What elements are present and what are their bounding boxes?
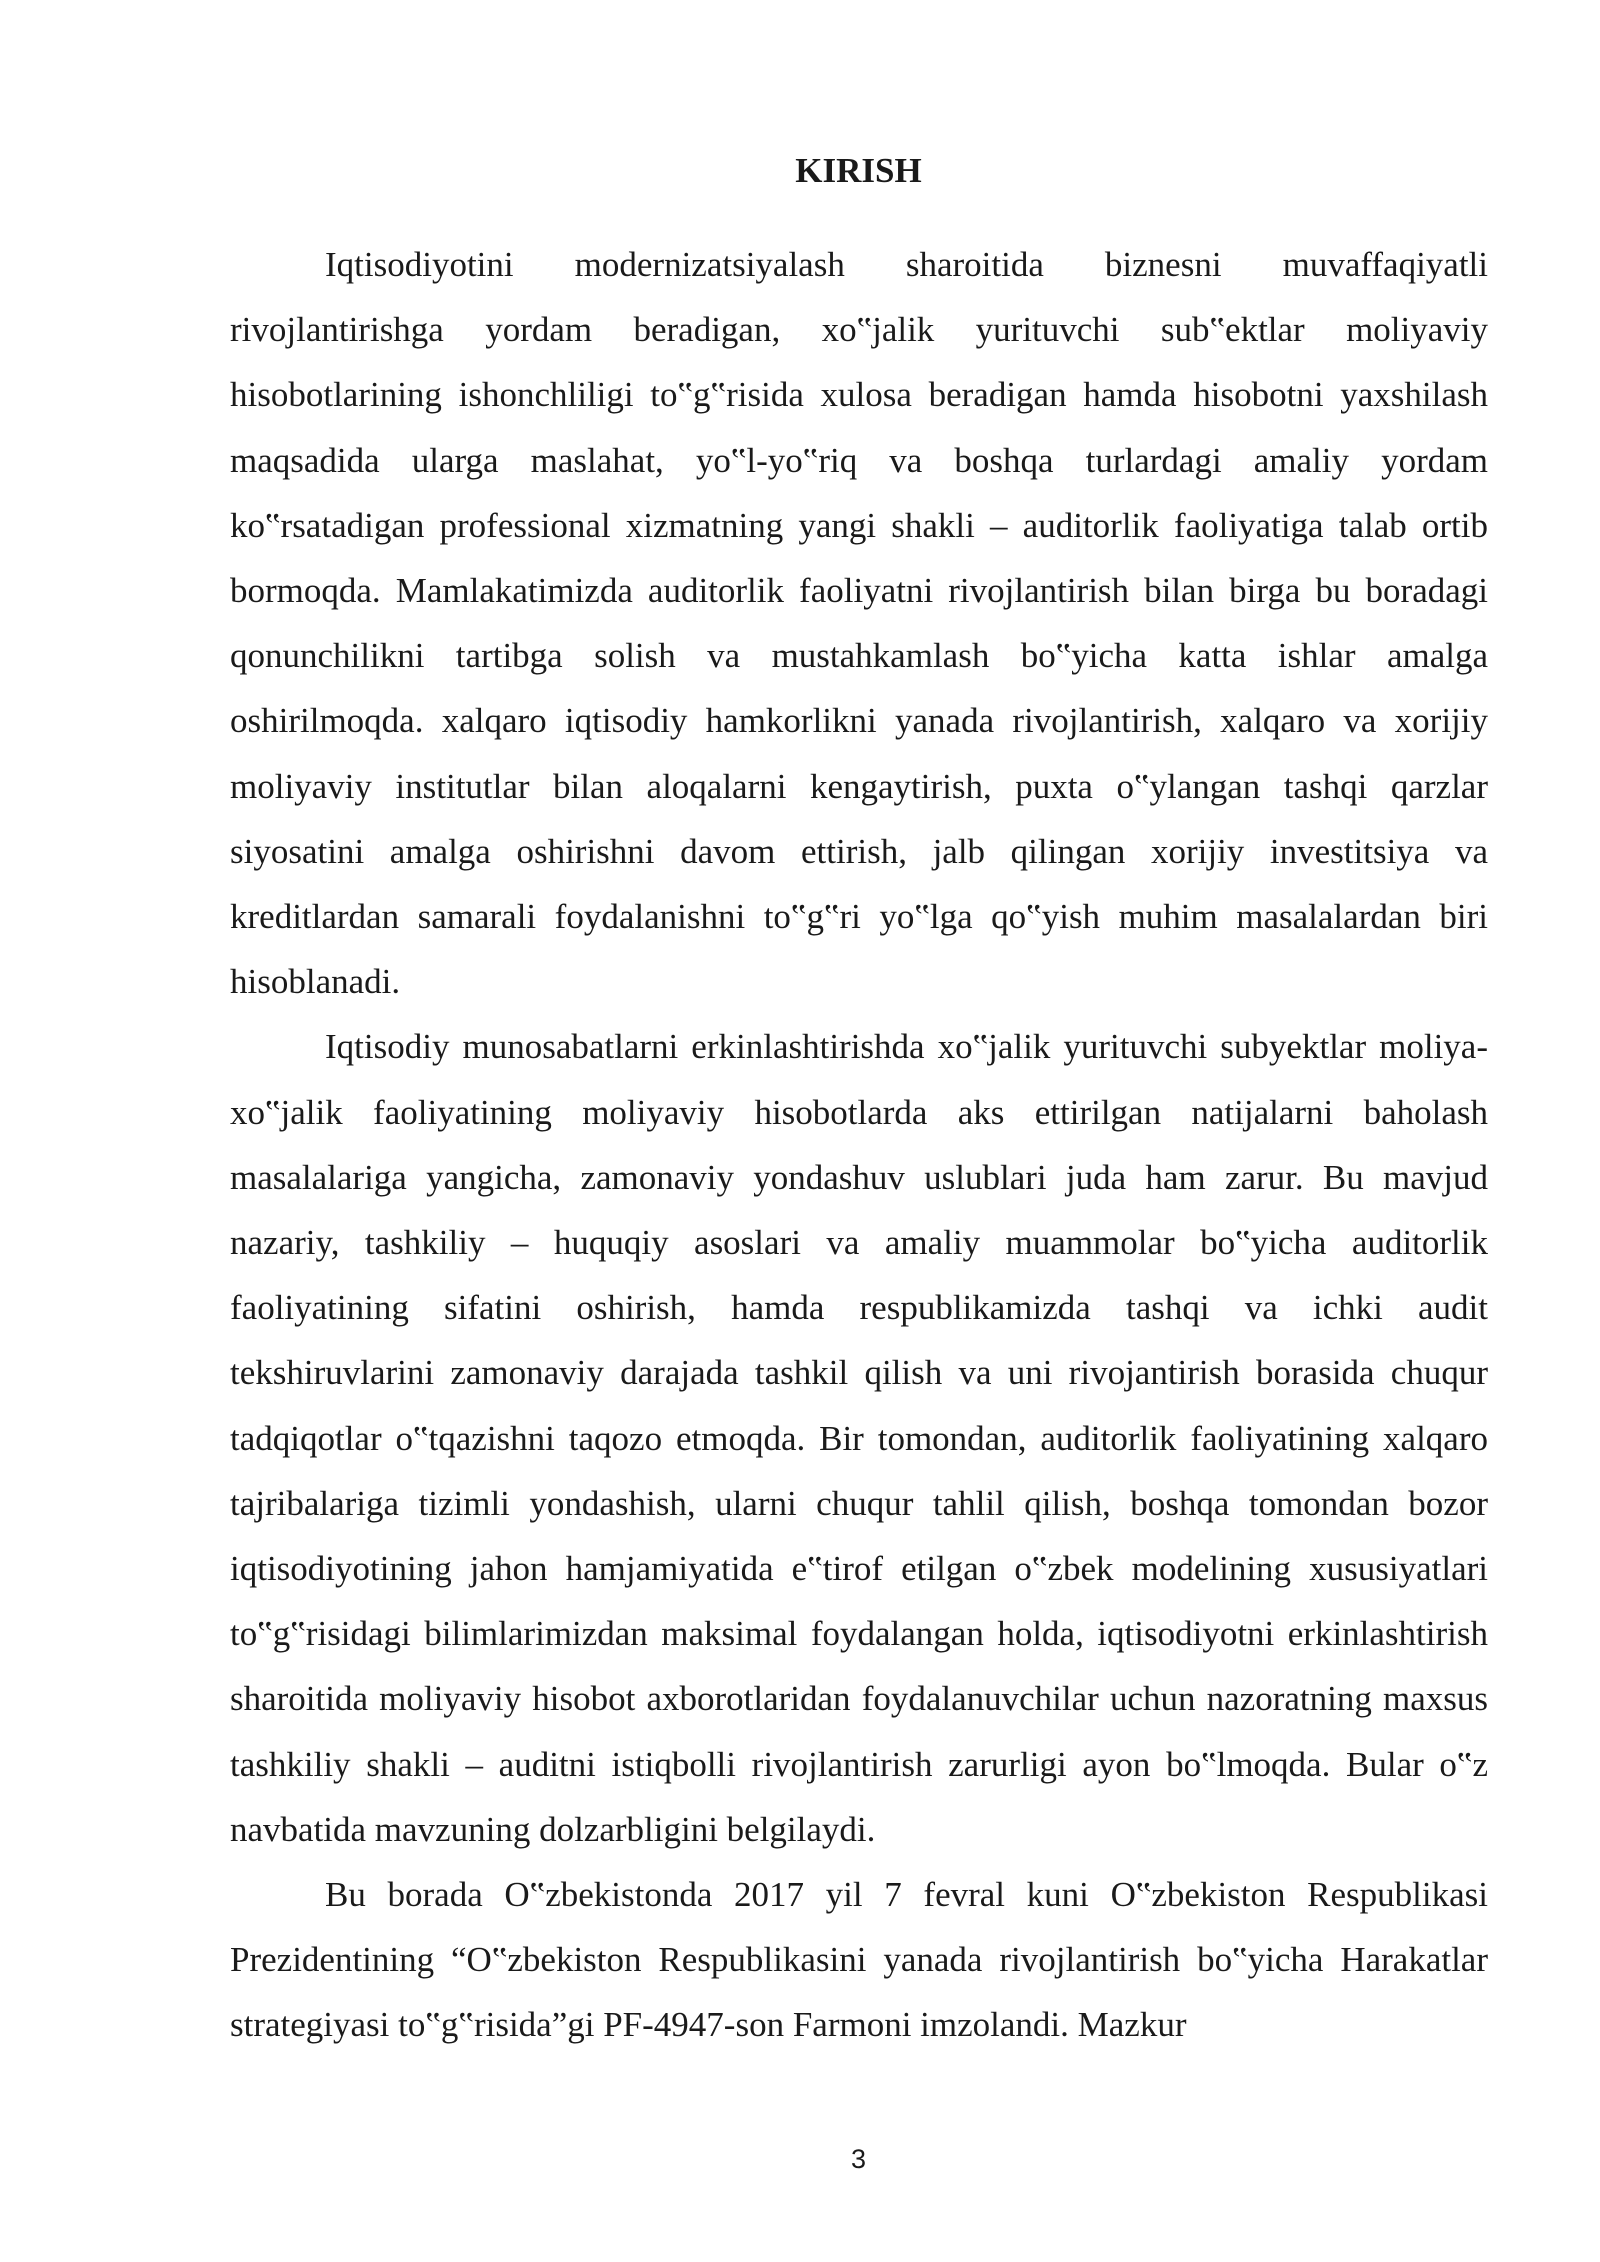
page-number: 3 [850,2144,867,2174]
paragraph-3: Bu borada O‟zbekistonda 2017 yil 7 fevral kuni O‟zbekiston Respublikasi Prezidentining “O‟zbekiston Respublikasini yanada rivojlantirish bo‟yicha Harakatlar strategiyasi to‟g‟risida”gi PF-4947-son Farmoni imzolandi. Mazkur [230,1875,1488,2045]
paragraph-1: Iqtisodiyotini modernizatsiyalash sharoitida biznesni muvaffaqiyatli rivojlantirishga yordam beradigan, xo‟jalik yurituvchi sub‟ektlar moliyaviy hisobotlarining ishonchliligi to‟g‟risida xulosa beradigan hamda hisobotni yaxshilash maqsadida ularga maslahat, yo‟l-yo‟riq va boshqa turlardagi amaliy yordam ko‟rsatadigan professional xizmatning yangi shakli – auditorlik faoliyatiga talab ortib bormoqda. Mamlakatimizda auditorlik faoliyatni rivojlantirish bilan birga bu boradagi qonunchilikni tartibga solish va mustahkamlash bo‟yicha katta ishlar amalga oshirilmoqda. xalqaro iqtisodiy hamkorlikni yanada rivojlantirish, xalqaro va xorijiy moliyaviy institutlar bilan aloqalarni kengaytirish, puxta o‟ylangan tashqi qarzlar siyosatini amalga oshirishni davom ettirish, jalb qilingan xorijiy investitsiya va kreditlardan samarali foydalanishni to‟g‟ri yo‟lga qo‟yish muhim masalalardan biri hisoblanadi. [230,245,1488,1002]
section-heading: KIRISH [795,151,922,190]
body-text [230,232,1488,2058]
paragraph-2: Iqtisodiy munosabatlarni erkinlashtirishda xo‟jalik yurituvchi subyektlar moliya-xo‟jalik faoliyatining moliyaviy hisobotlarda aks ettirilgan natijalarni baholash masalalariga yangicha, zamonaviy yondashuv uslublari juda ham zarur. Bu mavjud nazariy, tashkiliy – huquqiy asoslari va amaliy muammolar bo‟yicha auditorlik faoliyatining sifatini oshirish, hamda respublikamizda tashqi va ichki audit tekshiruvlarini zamonaviy darajada tashkil qilish va uni rivojantirish borasida chuqur tadqiqotlar o‟tqazishni taqozo etmoqda. Bir tomondan, auditorlik faoliyatining xalqaro tajribalariga tizimli yondashish, ularni chuqur tahlil qilish, boshqa tomondan bozor iqtisodiyotining jahon hamjamiyatida e‟tirof etilgan o‟zbek modelining xususiyatlari to‟g‟risidagi bilimlarimizdan maksimal foydalangan holda, iqtisodiyotni erkinlashtirish sharoitida moliyaviy hisobot axborotlaridan foydalanuvchilar uchun nazoratning maxsus tashkiliy shakli – auditni istiqbolli rivojlantirish zarurligi ayon bo‟lmoqda. Bular o‟z navbatida mavzuning dolzarbligini belgilaydi. [230,1027,1488,1849]
